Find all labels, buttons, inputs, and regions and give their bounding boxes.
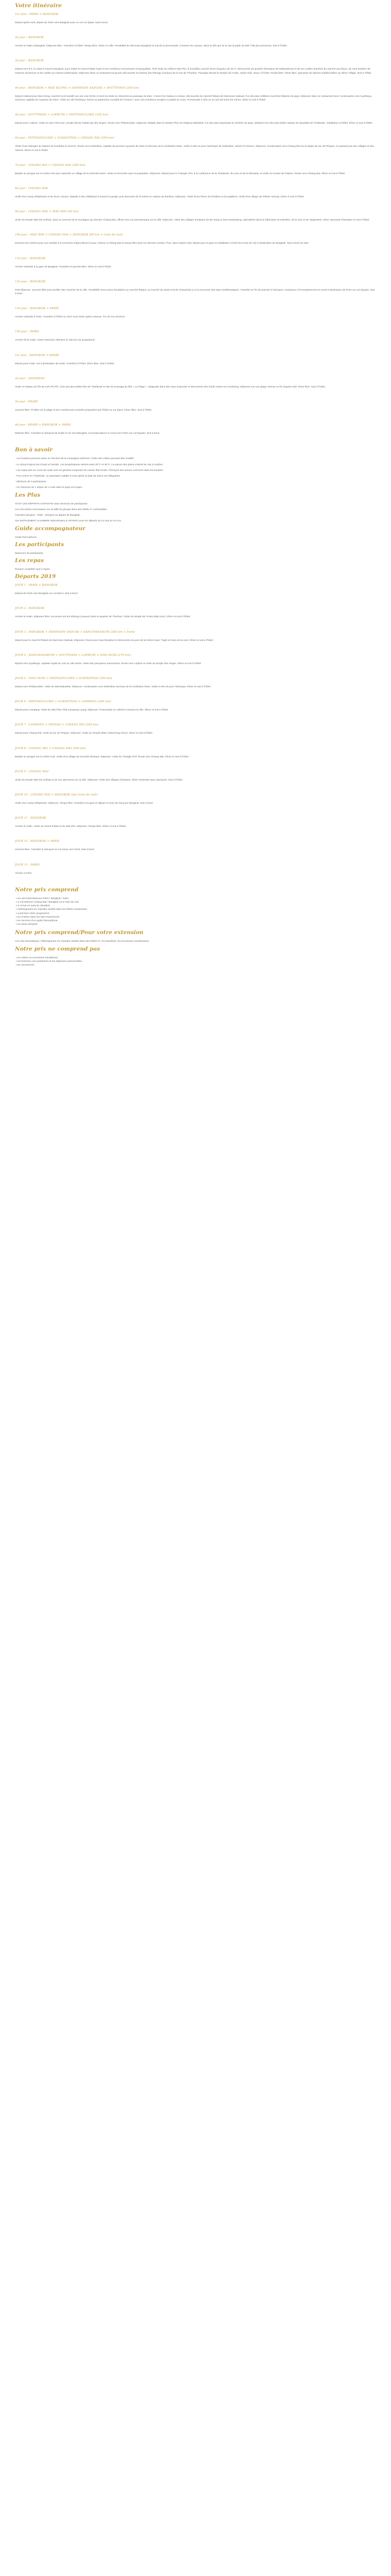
day-title: JOUR 5 : SING BURI > PHITSANULOKE > SUKHOTHAI (350 km) [15, 676, 112, 680]
day-text: Visite en bateau de l'île de Koh Phi Phi, l'une des plus belles îles de Thaïlande et site de tournage du film « La Plage ». Baignade dans des eaux turquoise et découverte des fonds marins en snorkeling. Déjeuner sur une plage. Retour en fin d'après-midi. Dîner libre. Nuit à l'hôtel. [15, 385, 326, 388]
list-item: - Les visites ou excursions facultatives. [15, 956, 59, 959]
day-title: 8è jour : CHIANG MAI [15, 187, 48, 191]
list-item: - Les boissons, les pourboires et les dépenses personnelles. [15, 960, 83, 963]
day-block [15, 584, 376, 596]
list-item: Les rencontres sont basées sur la taille du groupe dans des hôtels 4* confortables. [15, 508, 108, 511]
day-title: JOUR 9 : CHIANG MAI [15, 770, 49, 773]
day-title: 2è jour : ANDAMAN [15, 377, 45, 380]
prix-comprend-extension-text: Les vols domestiques, l'hébergement en chambre double dans des hôtels 4*, les transferts, les excursions mentionnées. [15, 940, 150, 943]
guide-text: Guide francophone. [15, 536, 37, 539]
day-title: JOUR 3 : BANGKOK > DAMNOEN SADUAK > KANCHANABURI (200 km + train) [15, 630, 135, 634]
day-block [15, 187, 376, 199]
day-title: 5è jour : AYUTTHAYA > LOPBURI > PHITSANULOKE (330 km) [15, 113, 108, 117]
day-title: JOUR 4 : KANCHANABURI > AYUTTHAYA > LOPBURI > SING BURI (270 km) [15, 653, 131, 657]
participants-heading: Les participants [15, 541, 64, 548]
bon-a-savoir-heading: Bon à savoir [15, 447, 53, 453]
day-text: Départ de Paris vers Bangkok sur vol direct. Nuit à bord. [15, 592, 78, 596]
day-block [15, 307, 376, 319]
day-text: Balade en pirogue sur la rivière Kok pour rejoindre un village de la minorité Karen. Visite et rencontre avec la population. Déjeuner. Départ pour le Triangle d'Or, à la confluence de la Thaïlande, du Laos et de la Birmanie, et visite du musée de l'Opium. Route vers Chiang Mai. Dîner et nuit à l'hôtel. [15, 172, 346, 175]
day-block [15, 770, 376, 782]
day-block [15, 840, 376, 852]
day-title: 4è jour : BANGKOK > MAE KLONG > DAMNOEN SADUAK > AYUTTHAYA (250 km) [15, 86, 139, 90]
list-item: - Le climat tropical est chaud et humide. Les températures varient entre 20°C et 35°C. La saison des pluies s'étend de mai à octobre. [15, 463, 164, 466]
les-plus-list [15, 502, 376, 523]
list-item: - Un minimum de 1 séjour de 4 nuits dans le pays est requis. [15, 486, 83, 489]
day-block [15, 164, 376, 176]
day-title: 1er jour : BANGKOK > KRABI [15, 353, 59, 357]
day-text: Départ après-midi, départ de Paris vers Bangkok pour un vol sur Qatar. Nuit à bord. [15, 22, 108, 24]
prix-ne-comprend-list [15, 956, 376, 968]
day-block [15, 330, 376, 342]
day-title: 10è jour : MAE RIM > CHIANG MAI > BANGKOK (60 km + train de nuit) [15, 233, 123, 237]
day-text: Petit déjeuner. Journée libre pour profiter des marchés de la ville. Possibilité d'excursion facultative au marché flottant, au marché du week-end de Chatuchak ou à la rencontre des sites emblématiques. Transfert en fin de journée à l'aéroport. Assistance à l'enregistrement et envol à destination de Paris sur vol régulier. Nuit à bord. [15, 289, 375, 296]
list-item: - Les entrées dans les sites mentionnés. [15, 916, 60, 919]
day-title: JOUR 13 : PARIS [15, 863, 40, 867]
day-text: Arrivée tôt le matin. Notre extension démarre le 13è jour du programme. [15, 339, 96, 342]
day-title: JOUR 6 : PHITSANULOKE > SUKHOTHAI > LAMPANG (260 km) [15, 700, 111, 704]
prix-ne-comprend-heading: Notre prix ne comprend pas [15, 945, 100, 952]
list-item: - Minimum de 2 participants. [15, 481, 47, 484]
les-plus-heading: Les Plus [15, 492, 41, 498]
day-text: Visite du temple Wat Doi Suthep et de son panorama sur la ville. Déjeuner. Visite des villages d'artisans. Dîner Khantoke avec spectacle. Nuit à l'hôtel. [15, 778, 183, 782]
day-block [15, 13, 376, 25]
participants-text: Maximum 30 participants. [15, 552, 44, 555]
day-text: Départ vers 8 h, le matin à travers Bangkok, pour visiter le Grand Palais royal et ses nombreux monuments remarquables. Puis visite du célèbre Wat Pho, le bouddha couché d'une longueur de 46 m. Découverte du quartier historique de Rattanakosin et de ses ruelles animées du marché aux fleurs, de rues bordées de maisons anciennes et de ruelles au charme authentique. Déjeuner dans un restaurant local puis découverte en bateau des khlongs (canaux) de la rive de Thonburi. Passage devant le temple de l'Aube. Après-midi, retour à l'hôtel. Temps libre. Dîner libre, spectacle de danses traditionnelles au Silom Village. Nuit à l'hôtel. [15, 68, 372, 75]
day-block [15, 87, 376, 102]
day-title: JOUR 2 : BANGKOK [15, 607, 44, 611]
day-text: Matinée libre. Transfert à l'aéroport de Krabi et vol vers Bangkok. Correspondance et envol vers Paris sur vol régulier. Nuit à bord. [15, 432, 160, 435]
day-text: Arrivée à Paris. [15, 872, 32, 875]
bon-a-savoir-list [15, 457, 376, 489]
itinerary-heading: Votre itinéraire [15, 3, 62, 9]
day-text: Arrivée le matin à Bangkok. Déjeuner libre. Transfert à l'hôtel. Temps libre. Dîner en ville. Possibilité de découvrir Bangkok la nuit de la promenade, à travers les canaux, dans la ville qui vit la nuit (à partir de 500 THB par personne). Nuit à l'hôtel. [15, 45, 287, 48]
day-block [15, 210, 376, 222]
day-block [15, 700, 376, 712]
day-block [15, 280, 376, 296]
repas-heading: Les repas [15, 557, 44, 564]
list-item: - Les vols internationaux Paris / Bangkok / Paris. [15, 897, 70, 900]
day-text: Départ vers Ayutthaya, capitale royale du 14è au 18è siècle. Visite des principaux monuments. Route vers Lopburi et visite du temple des singes. Dîner et nuit à l'hôtel. [15, 662, 202, 665]
departs-days [15, 584, 376, 875]
day-text: Direction les rizières pour une activité à la rencontre d'agriculteurs locaux. Retour à Chiang Mai et temps libre pour les derniers achats. Puis, dans l'après-midi, départ pour la gare et installation à bord d'un train de nuit à destination de Bangkok. Nuit à bord du train. [15, 242, 309, 245]
day-title: 9è jour : CHIANG MAI > MAE RIM (60 km) [15, 210, 79, 214]
day-text: Visite d'un camp d'éléphants et de leurs cornacs. Balade à dos d'éléphant à travers la jungle, puis descente de la rivière en radeau de bambou. Déjeuner. Visite d'une ferme d'orchidées et de papillons. Visite d'un village de l'ethnie Hmong. Dîner et nuit à l'hôtel. [15, 196, 305, 199]
day-block [15, 400, 376, 412]
day-text: Départ pour Chiang Rai. Visite du lac de Phayao. Déjeuner. Visite du Temple Blanc (Wat Rong Khun). Dîner et nuit à l'hôtel. [15, 732, 153, 735]
day-text: Départ pour Lampang. Visite du Wat Phra That Lampang Luang. Déjeuner. Promenade en calèche à travers la ville. Dîner et nuit à l'hôtel. [15, 709, 169, 712]
day-block [15, 257, 376, 269]
prix-comprend-extension-heading: Notre prix comprend/Pour votre extension [15, 929, 143, 936]
day-text: Arrivée matinale à la gare de Bangkok. Transfert et journée libre. Dîner et nuit à l'hôtel. [15, 265, 112, 268]
day-block [15, 863, 376, 875]
day-title: 3è jour : KRABI [15, 400, 38, 404]
list-item: - Les repas pris en cours de route sont en général composés de cuisine thaï locale. Prévoyez des tenues correctes dans les temples. [15, 469, 164, 472]
departs-heading: Départs 2019 [15, 573, 56, 580]
day-title: 14è jour : PARIS [15, 330, 39, 334]
list-item: - La pension selon programme. [15, 912, 50, 915]
day-block [15, 423, 376, 435]
day-title: 3è jour : BANGKOK [15, 59, 44, 63]
list-item: - L'hébergement en chambre double dans les hôtels mentionnés. [15, 908, 88, 911]
day-text: Visite du temple Wat Doi Suthep, situé au sommet de la montagne qui domine Chiang Mai, offrant une vue panoramique sur la ville. Déjeuner. Visite des villages d'artisans de Bo Sang et San Kamphaeng, spécialisés dans la fabrication d'ombrelles, de la soie et de l'argenterie. Dîner spectacle Khantoke et nuit à l'hôtel. [15, 219, 370, 222]
day-block [15, 747, 376, 759]
day-text: Visite d'une fabrique de statues de bouddha en bronze. Route vers Sukhothai, capitale du premier royaume de Siam et berceau de la civilisation thaïe. Visite à vélo du parc historique de Sukhothai, classé à l'Unesco. Déjeuner. Continuation vers Chiang Rai via la région du lac de Phayao, en passant par des villages et des rizières. Dîner et nuit à l'hôtel. [15, 145, 374, 152]
day-block [15, 793, 376, 805]
day-block [15, 377, 376, 389]
day-block [15, 113, 376, 125]
day-title: JOUR 12 : BANGKOK > PARIS [15, 840, 60, 843]
day-title: 7è jour : CHIANG RAI > CHIANG MAI (280 km) [15, 163, 86, 167]
day-block [15, 677, 376, 689]
day-text: Journée libre. Profitez de la plage et des nombreuses activités proposées par l'hôtel ou sur place. Dîner libre. Nuit à l'hôtel. [15, 409, 152, 412]
day-title: 13è jour : BANGKOK > PARIS [15, 307, 59, 311]
list-item: Transfert aéroport - hôtel - aéroport au départ de Bangkok. [15, 514, 81, 517]
day-text: Départ pour Lopburi. Visite du San Phra Kan, temple khmer habité par des singes. Route vers Phitsanuloke. Déjeuner. Balade dans le temple Phra Sri Rattana Mahathat, l'un des plus importants et vénérés du pays, abritant l'une des plus belles statues de Bouddha de Thaïlande. Installation à l'hôtel. Dîner et nuit à l'hôtel. [15, 122, 373, 125]
day-title: JOUR 7 : LAMPANG > PHAYAO > CHIANG RAI (290 km) [15, 723, 99, 727]
day-block [15, 233, 376, 245]
day-title: 12è jour : BANGKOK [15, 280, 46, 283]
day-block [15, 137, 376, 152]
repas-text: Pension complète sauf 2 repas. [15, 568, 51, 571]
day-block [15, 36, 376, 48]
list-item: - Les taxes aéroport. [15, 923, 38, 926]
list-item: - Le vol intérieur Chiang Mai / Bangkok ou le train de nuit. [15, 901, 79, 904]
day-text: Départ matinal pour Mae Klong, marché local installé sur une voie ferrée et dont les étals se rétractent au passage du train. À bord d'un bateau à moteur, découverte du marché flottant de Damnoen Saduak, l'un des plus célèbres marchés flottants du pays. Déjeuner dans un restaurant local. Continuation vers Ayutthaya, ancienne capitale du royaume de Siam. Visite du site historique classé au patrimoine mondial de l'Unesco, avec ses nombreux temples et palais en ruine. Promenade à vélo ou en tuk-tuk entre les ruines. Dîner et nuit à l'hôtel. [15, 95, 372, 102]
day-text: Départ pour Krabi. Vol à destination de Krabi. Transfert à l'hôtel. Dîner libre. Nuit à l'hôtel. [15, 362, 115, 365]
day-text: Journée libre. Transfert à l'aéroport et vol retour vers Paris. Nuit à bord. [15, 849, 95, 852]
guide-heading: Guide accompagnateur [15, 525, 86, 532]
day-title: JOUR 10 : CHIANG MAI > BANGKOK (par train de nuit) [15, 793, 98, 796]
day-title: JOUR 8 : CHIANG RAI > CHIANG MAI (260 km) [15, 747, 86, 750]
day-title: JOUR 1 : PARIS > BANGKOK [15, 584, 58, 587]
day-title: 6è jour : PHITSANULOKE > SUKHOTHAI > CHIANG RAI (250 km) [15, 137, 114, 140]
day-text: Arrivée matinale à Paris. Transfert à l'hôtel ou chez vous selon option retenue. Fin de nos services. [15, 316, 126, 319]
list-item: UN SUPPLÉMENT CHAMBRE INDIVIDUELLE OFFERT pour les départs du 14 mai au 1er oct. [15, 520, 122, 523]
day-block [15, 654, 376, 666]
day-block [15, 723, 376, 735]
day-block [15, 354, 376, 366]
day-block [15, 817, 376, 828]
itinerary-days [15, 13, 376, 435]
list-item: - Le circuit en autocar climatisé. [15, 905, 51, 908]
day-text: Balade en pirogue sur la rivière Kok. Visite d'un village de minorité ethnique. Déjeuner. Visite du Triangle d'Or. Route vers Chiang Mai. Dîner et nuit à l'hôtel. [15, 755, 189, 758]
prix-comprend-heading: Notre prix comprend [15, 886, 79, 893]
list-item: - Les horaires peuvent varier en fonction de la compagnie aérienne. Ordre des visites pouvant être modifié. [15, 457, 135, 461]
day-text: Départ pour le marché flottant de Damnoen Saduak. Déjeuner. Route pour Kanchanaburi et découverte du pont de la rivière Kwaï. Trajet en train de la mort. Dîner et nuit à l'hôtel. [15, 639, 214, 642]
day-text: Visite d'un camp d'éléphants. Déjeuner. Temps libre. Transfert à la gare et départ en train de nuit pour Bangkok. Nuit à bord. [15, 802, 154, 805]
list-item: - Les assurances. [15, 963, 35, 967]
list-item: - Les services d'un guide francophone. [15, 919, 58, 922]
day-title: JOUR 11 : BANGKOK [15, 817, 46, 820]
list-item: TOUT LES DÉPARTS GARANTIS sans minimum de participants. [15, 502, 88, 505]
day-block [15, 607, 376, 619]
day-text: Arrivée le matin. Déjeuner libre. Excursion sur les khlongs (canaux) dans le quartier de Thonburi. Visite du temple de l'Aube (Wat Arun). Dîner et nuit à l'hôtel. [15, 616, 191, 619]
day-title: 11è jour : BANGKOK [15, 257, 46, 260]
day-text: Départ vers Phitsanuloke. Visite du Wat Mahathat. Déjeuner. Continuation vers Sukhothai, berceau de la civilisation thaïe. Visite à vélo du parc historique. Dîner et nuit à l'hôtel. [15, 685, 211, 688]
day-title: 1er jour : PARIS > BANGKOK [15, 13, 59, 16]
itinerary-page [15, 0, 376, 982]
day-block [15, 59, 376, 75]
list-item: - Pour entrer en Thaïlande, un passeport valable 6 mois après la date de retour est obligatoire. [15, 475, 121, 478]
day-title: 2è jour : BANGKOK [15, 36, 44, 40]
day-text: Arrivée le matin. Visite du Grand Palais et du Wat Pho. Déjeuner. Temps libre. Dîner et nuit à l'hôtel. [15, 825, 126, 828]
day-title: 4è jour : KRABI > BANGKOK > PARIS [15, 423, 71, 427]
prix-comprend-list [15, 897, 376, 927]
day-block [15, 631, 376, 642]
